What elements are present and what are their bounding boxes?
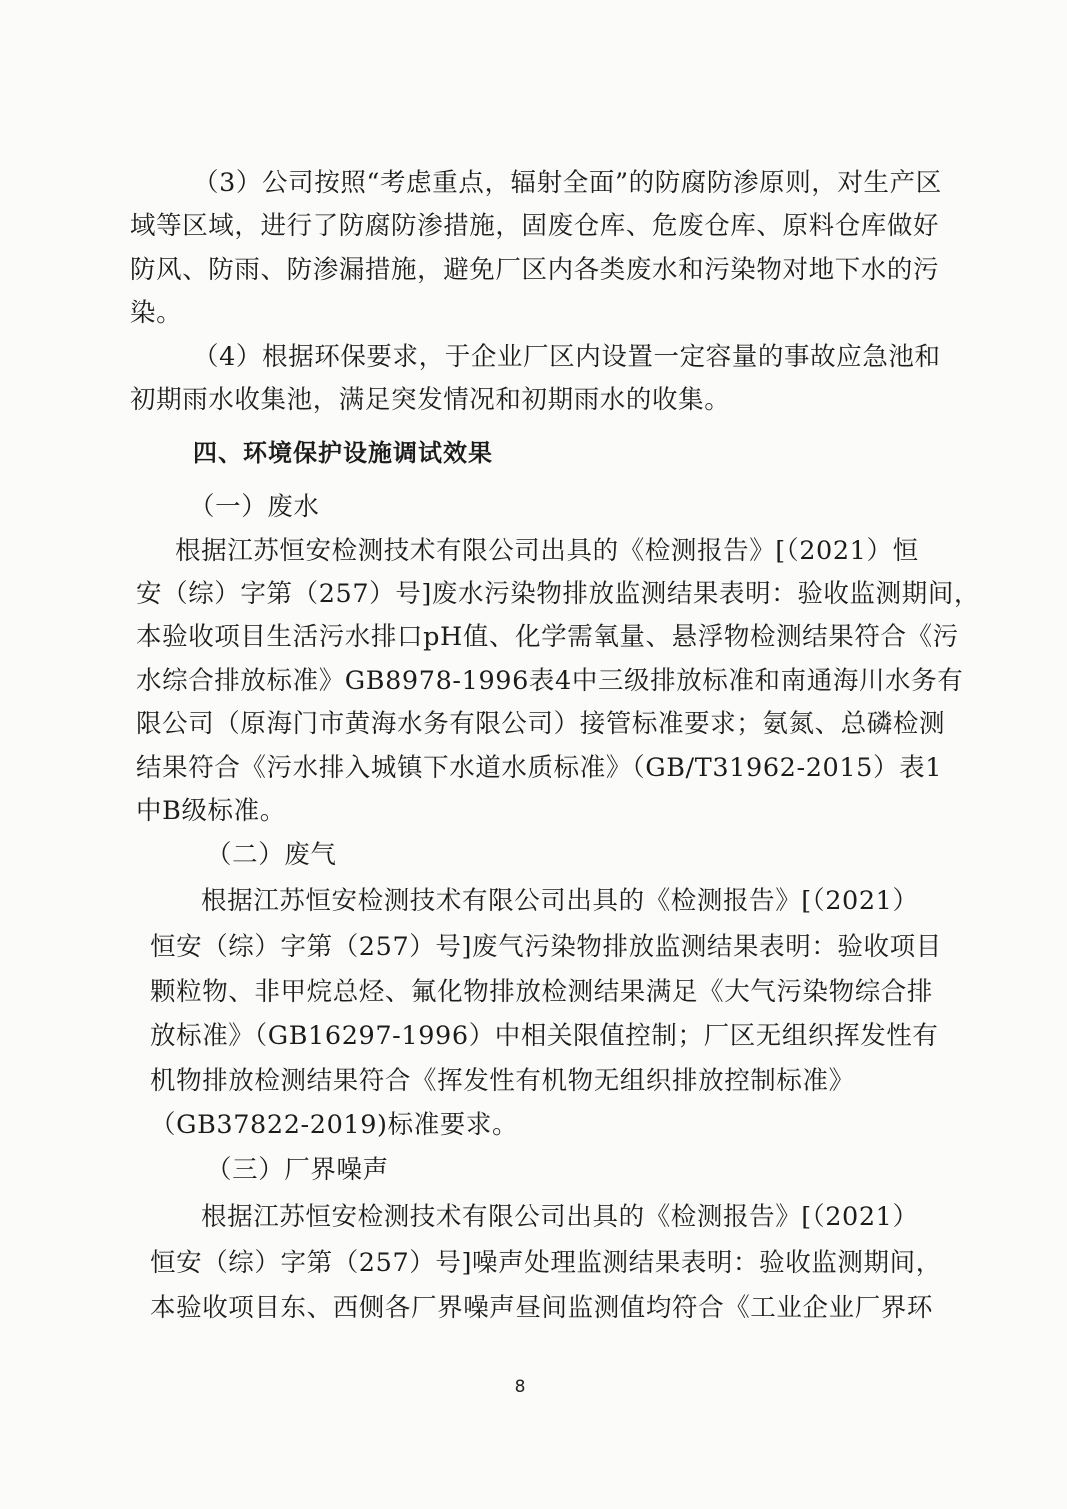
paragraph-3-line-1: （3）公司按照“考虑重点，辐射全面”的防腐防渗原则，对生产区: [193, 168, 942, 198]
wastewater-line-6: 结果符合《污水排入城镇下水道水质标准》（GB/T31962-2015）表1: [136, 753, 943, 783]
wastewater-line-2: 安（综）字第（257）号]废水污染物排放监测结果表明：验收监测期间，: [136, 579, 981, 609]
wastewater-line-1: 根据江苏恒安检测技术有限公司出具的《检测报告》[（2021）恒: [175, 536, 919, 566]
page-number: 8: [514, 1377, 526, 1397]
paragraph-4-line-1: （4）根据环保要求，于企业厂区内设置一定容量的事故应急池和: [193, 342, 941, 372]
section-heading: 四、环境保护设施调试效果: [193, 439, 493, 467]
noise-line-1: 根据江苏恒安检测技术有限公司出具的《检测报告》[（2021）: [201, 1202, 919, 1232]
wastewater-line-7: 中B级标准。: [136, 796, 286, 826]
paragraph-4-line-2: 初期雨水收集池，满足突发情况和初期雨水的收集。: [130, 385, 731, 415]
noise-line-2: 恒安（综）字第（257）号]噪声处理监测结果表明：验收监测期间，: [150, 1248, 942, 1278]
paragraph-3-line-2: 域等区域，进行了防腐防渗措施，固废仓库、危废仓库、原料仓库做好: [130, 211, 940, 241]
exhaust-gas-line-5: 机物排放检测结果符合《挥发性有机物无组织排放控制标准》: [150, 1066, 855, 1096]
exhaust-gas-line-1: 根据江苏恒安检测技术有限公司出具的《检测报告》[（2021）: [201, 886, 919, 916]
subheading-boundary-noise: （三）厂界噪声: [206, 1155, 389, 1185]
exhaust-gas-line-6: （GB37822-2019)标准要求。: [150, 1110, 519, 1140]
subheading-wastewater: （一）废水: [189, 492, 320, 522]
paragraph-3-line-4: 染。: [130, 298, 183, 328]
subheading-exhaust-gas: （二）废气: [206, 840, 337, 870]
wastewater-line-3: 本验收项目生活污水排口pH值、化学需氧量、悬浮物检测结果符合《污: [136, 622, 959, 652]
wastewater-line-4: 水综合排放标准》GB8978-1996表4中三级排放标准和南通海川水务有: [136, 666, 964, 696]
exhaust-gas-line-4: 放标准》（GB16297-1996）中相关限值控制；厂区无组织挥发性有: [150, 1021, 939, 1051]
wastewater-line-5: 限公司（原海门市黄海水务有限公司）接管标准要求；氨氮、总磷检测: [136, 709, 946, 739]
noise-line-3: 本验收项目东、西侧各厂界噪声昼间监测值均符合《工业企业厂界环: [150, 1293, 934, 1323]
exhaust-gas-line-3: 颗粒物、非甲烷总烃、氟化物排放检测结果满足《大气污染物综合排: [150, 977, 934, 1007]
paragraph-3-line-3: 防风、防雨、防渗漏措施，避免厂区内各类废水和污染物对地下水的污: [130, 255, 940, 285]
exhaust-gas-line-2: 恒安（综）字第（257）号]废气污染物排放监测结果表明：验收项目: [150, 932, 942, 962]
